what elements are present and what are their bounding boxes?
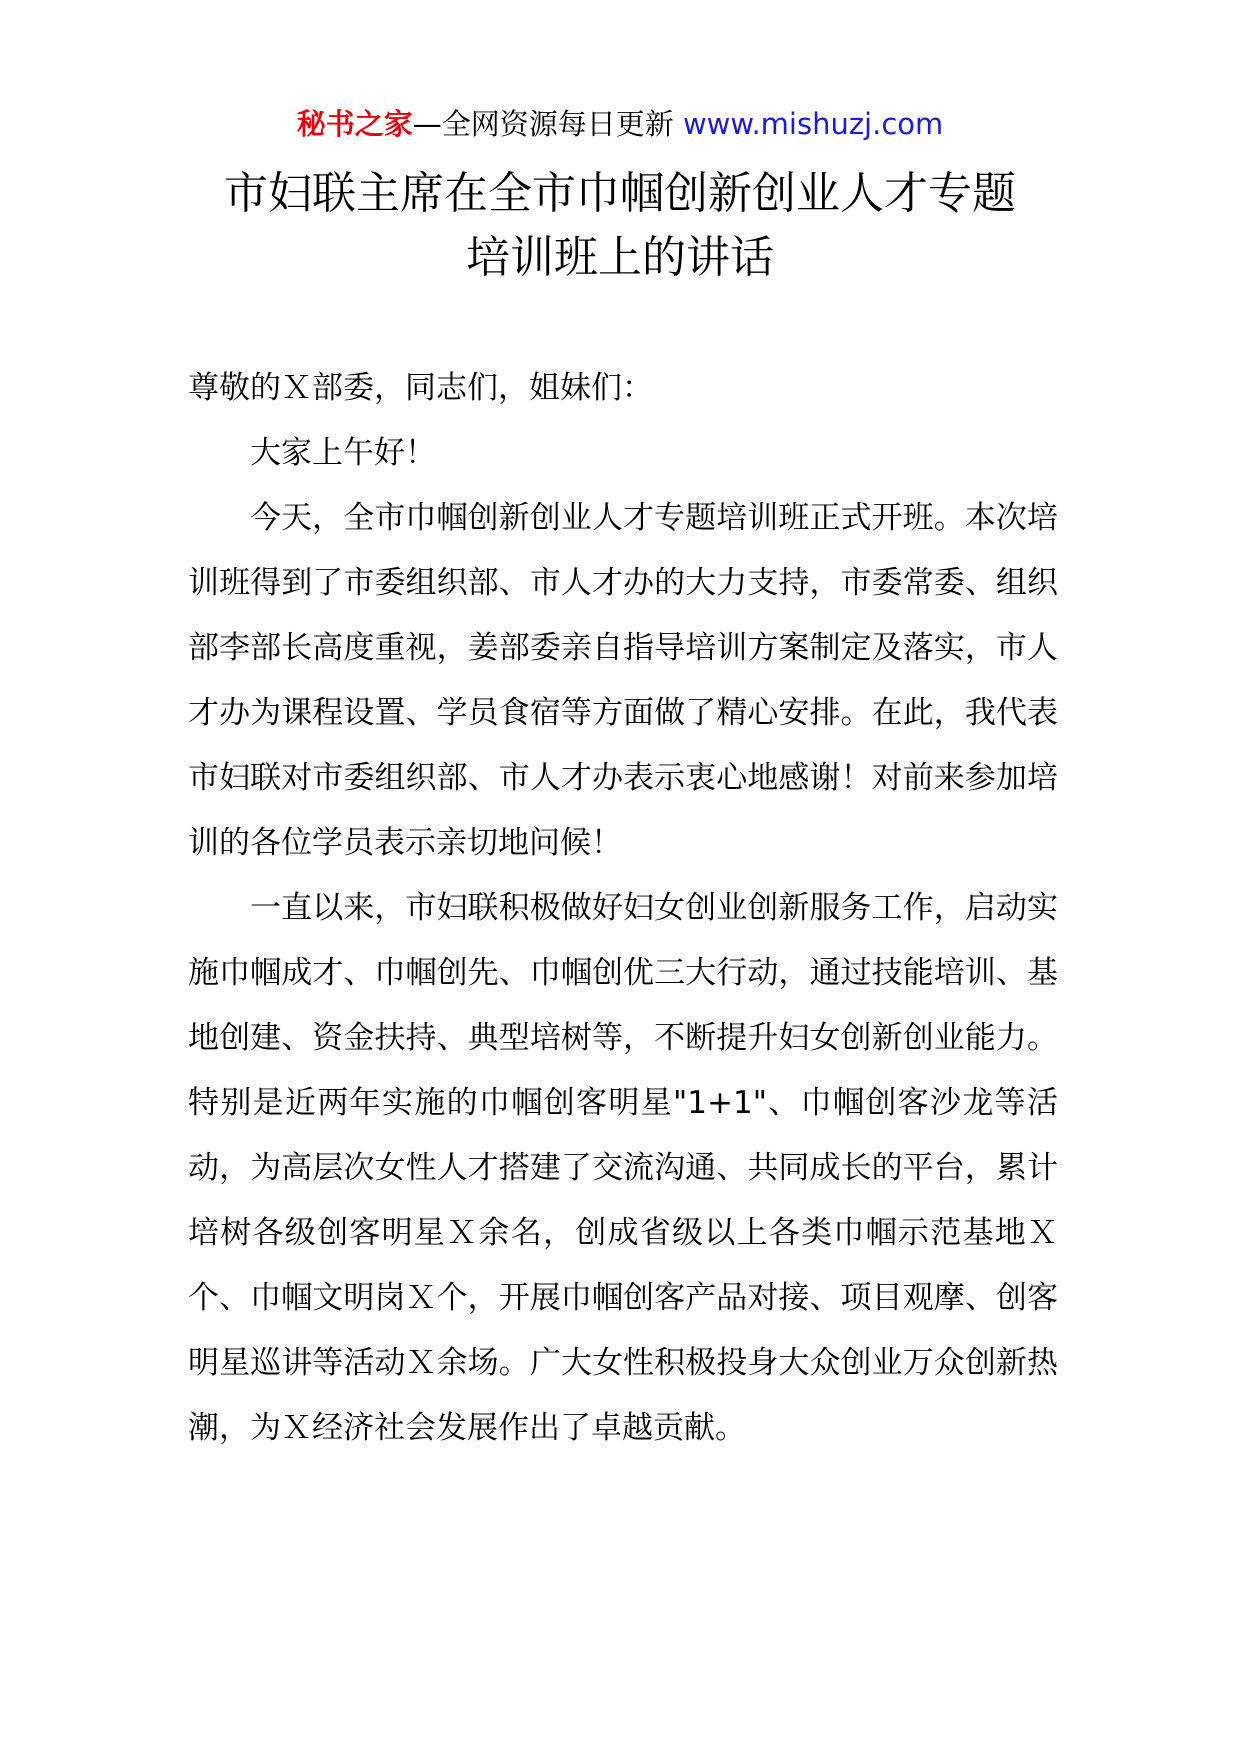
title-line-1: 市妇联主席在全市巾帼创新创业人才专题 <box>224 168 1016 219</box>
paragraph-greeting: 大家上午好！ <box>250 435 436 471</box>
site-url-link[interactable]: www.mishuzj.com <box>682 107 944 141</box>
paragraph-achievements: 一直以来，市妇联积极做好妇女创业创新服务工作，启动实施巾帼成才、巾帼创先、巾帼创优三大行动，通过技能培训、基地创建、资金扶持、典型培树等，不断提升妇女创新创业能力。特别是近两年实施的巾帼创客明星"1+1"、巾帼创客沙龙等活动，为高层次女性人才搭建了交流沟通、共同成长的平台，累计培树各级创客明星Ｘ余名，创成省级以上各类巾帼示范基地Ｘ个、巾帼文明岗Ｘ个，开展巾帼创客产品对接、项目观摩、创客明星巡讲等活动Ｘ余场。广大女性积极投身大众创业万众创新热潮，为Ｘ经济社会发展作出了卓越贡献。 <box>188 890 1058 1446</box>
document-body <box>188 356 1058 1461</box>
title-line-2: 培训班上的讲话 <box>466 232 774 283</box>
document-title <box>0 162 1240 290</box>
salutation: 尊敬的Ｘ部委，同志们，姐妹们： <box>188 370 653 406</box>
paragraph-opening: 今天，全市巾帼创新创业人才专题培训班正式开班。本次培训班得到了市委组织部、市人才办的大力支持，市委常委、组织部李部长高度重视，姜部委亲自指导培训方案制定及落实，市人才办为课程设置、学员食宿等方面做了精心安排。在此，我代表市妇联对市委组织部、市人才办表示衷心地感谢！对前来参加培训的各位学员表示亲切地问候！ <box>188 500 1058 861</box>
site-slogan: —全网资源每日更新 <box>412 107 674 141</box>
site-brand: 秘书之家 <box>296 107 413 141</box>
site-header <box>0 104 1240 144</box>
